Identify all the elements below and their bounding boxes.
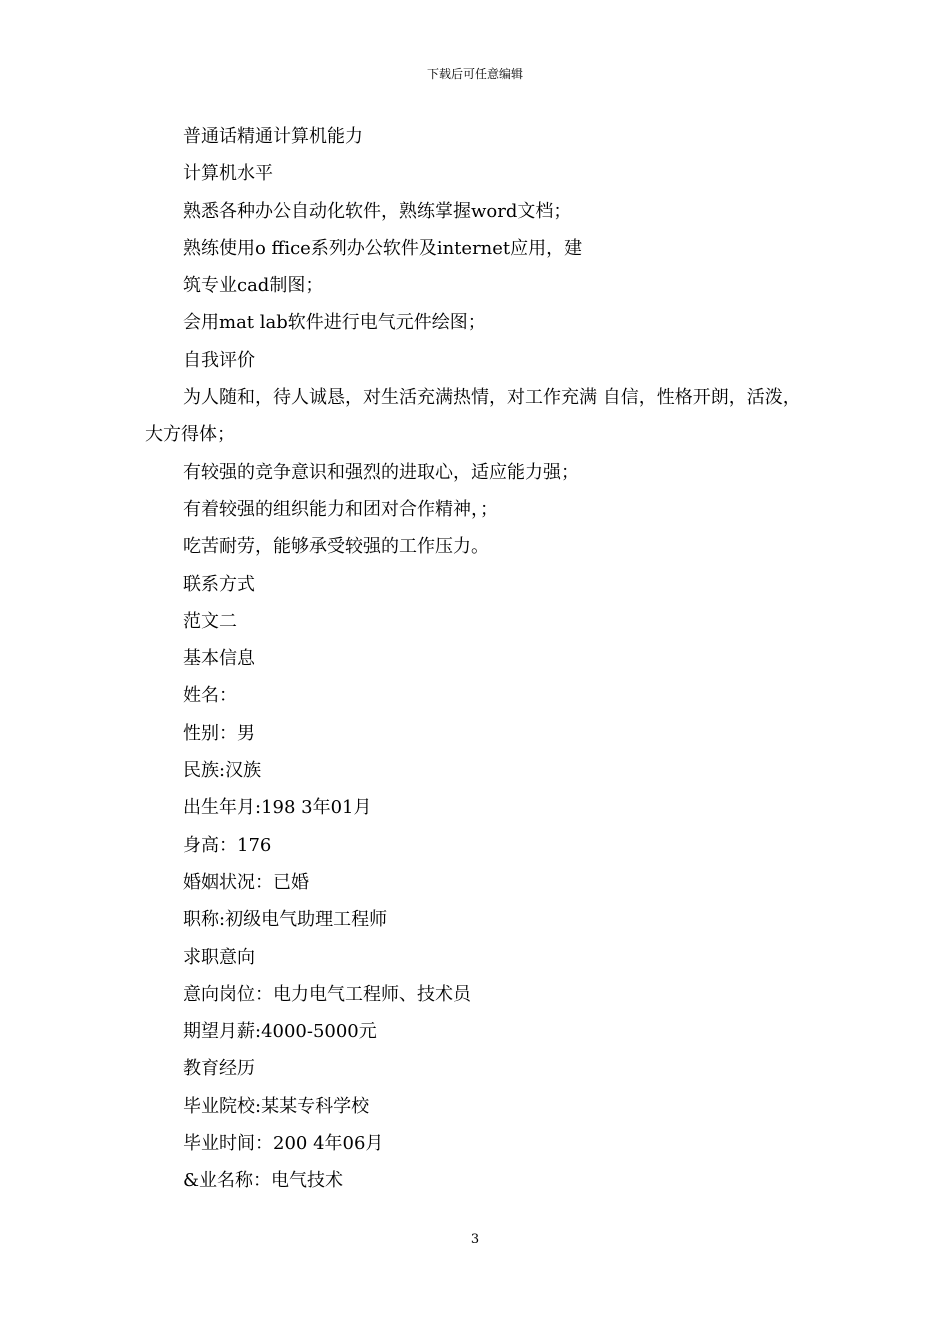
paragraph: 熟练使用o ffice系列办公软件及internet应用，建: [183, 237, 583, 259]
paragraph: 筑专业cad制图；: [183, 275, 324, 297]
paragraph: 有较强的竞争意识和强烈的进取心，适应能力强；: [183, 461, 579, 483]
paragraph: &业名称：电气技术: [183, 1170, 344, 1192]
section-heading: 范文二: [183, 610, 237, 632]
section-heading: 教育经历: [183, 1058, 255, 1080]
paragraph: 会用mat lab软件进行电气元件绘图；: [183, 312, 486, 334]
paragraph: 期望月薪:4000-5000元: [183, 1021, 377, 1043]
paragraph: 吃苦耐劳，能够承受较强的工作压力。: [183, 536, 489, 558]
paragraph: 意向岗位：电力电气工程师、技术员: [183, 983, 471, 1005]
paragraph: 职称:初级电气助理工程师: [183, 909, 388, 931]
document-body: [145, 118, 810, 1200]
paragraph: 出生年月:198 3年01月: [183, 797, 372, 819]
paragraph: 熟悉各种办公自动化软件，熟练掌握word文档；: [183, 200, 572, 222]
paragraph: 姓名：: [183, 685, 237, 707]
paragraph: 身高：176: [183, 834, 272, 856]
paragraph: 民族:汉族: [183, 760, 262, 782]
paragraph: 有着较强的组织能力和团对合作精神，；: [183, 498, 498, 520]
paragraph: 计算机水平: [183, 163, 273, 185]
paragraph: 毕业时间：200 4年06月: [183, 1133, 384, 1155]
page-number: 3: [470, 1232, 480, 1247]
section-heading: 基本信息: [183, 648, 255, 670]
paragraph: 毕业院校:某某专科学校: [183, 1095, 370, 1117]
page-header: 下载后可任意编辑: [426, 67, 523, 81]
section-heading: 联系方式: [183, 573, 255, 595]
paragraph: 普通话精通计算机能力: [183, 126, 363, 147]
paragraph: 婚姻状况：已婚: [183, 871, 309, 893]
section-heading: 自我评价: [183, 349, 255, 371]
section-heading: 求职意向: [183, 946, 255, 968]
paragraph: 为人随和，待人诚恳，对生活充满热情，对工作充满 自信，性格开朗，活泼，大方得体；: [145, 387, 801, 446]
paragraph: 性别：男: [183, 722, 255, 744]
